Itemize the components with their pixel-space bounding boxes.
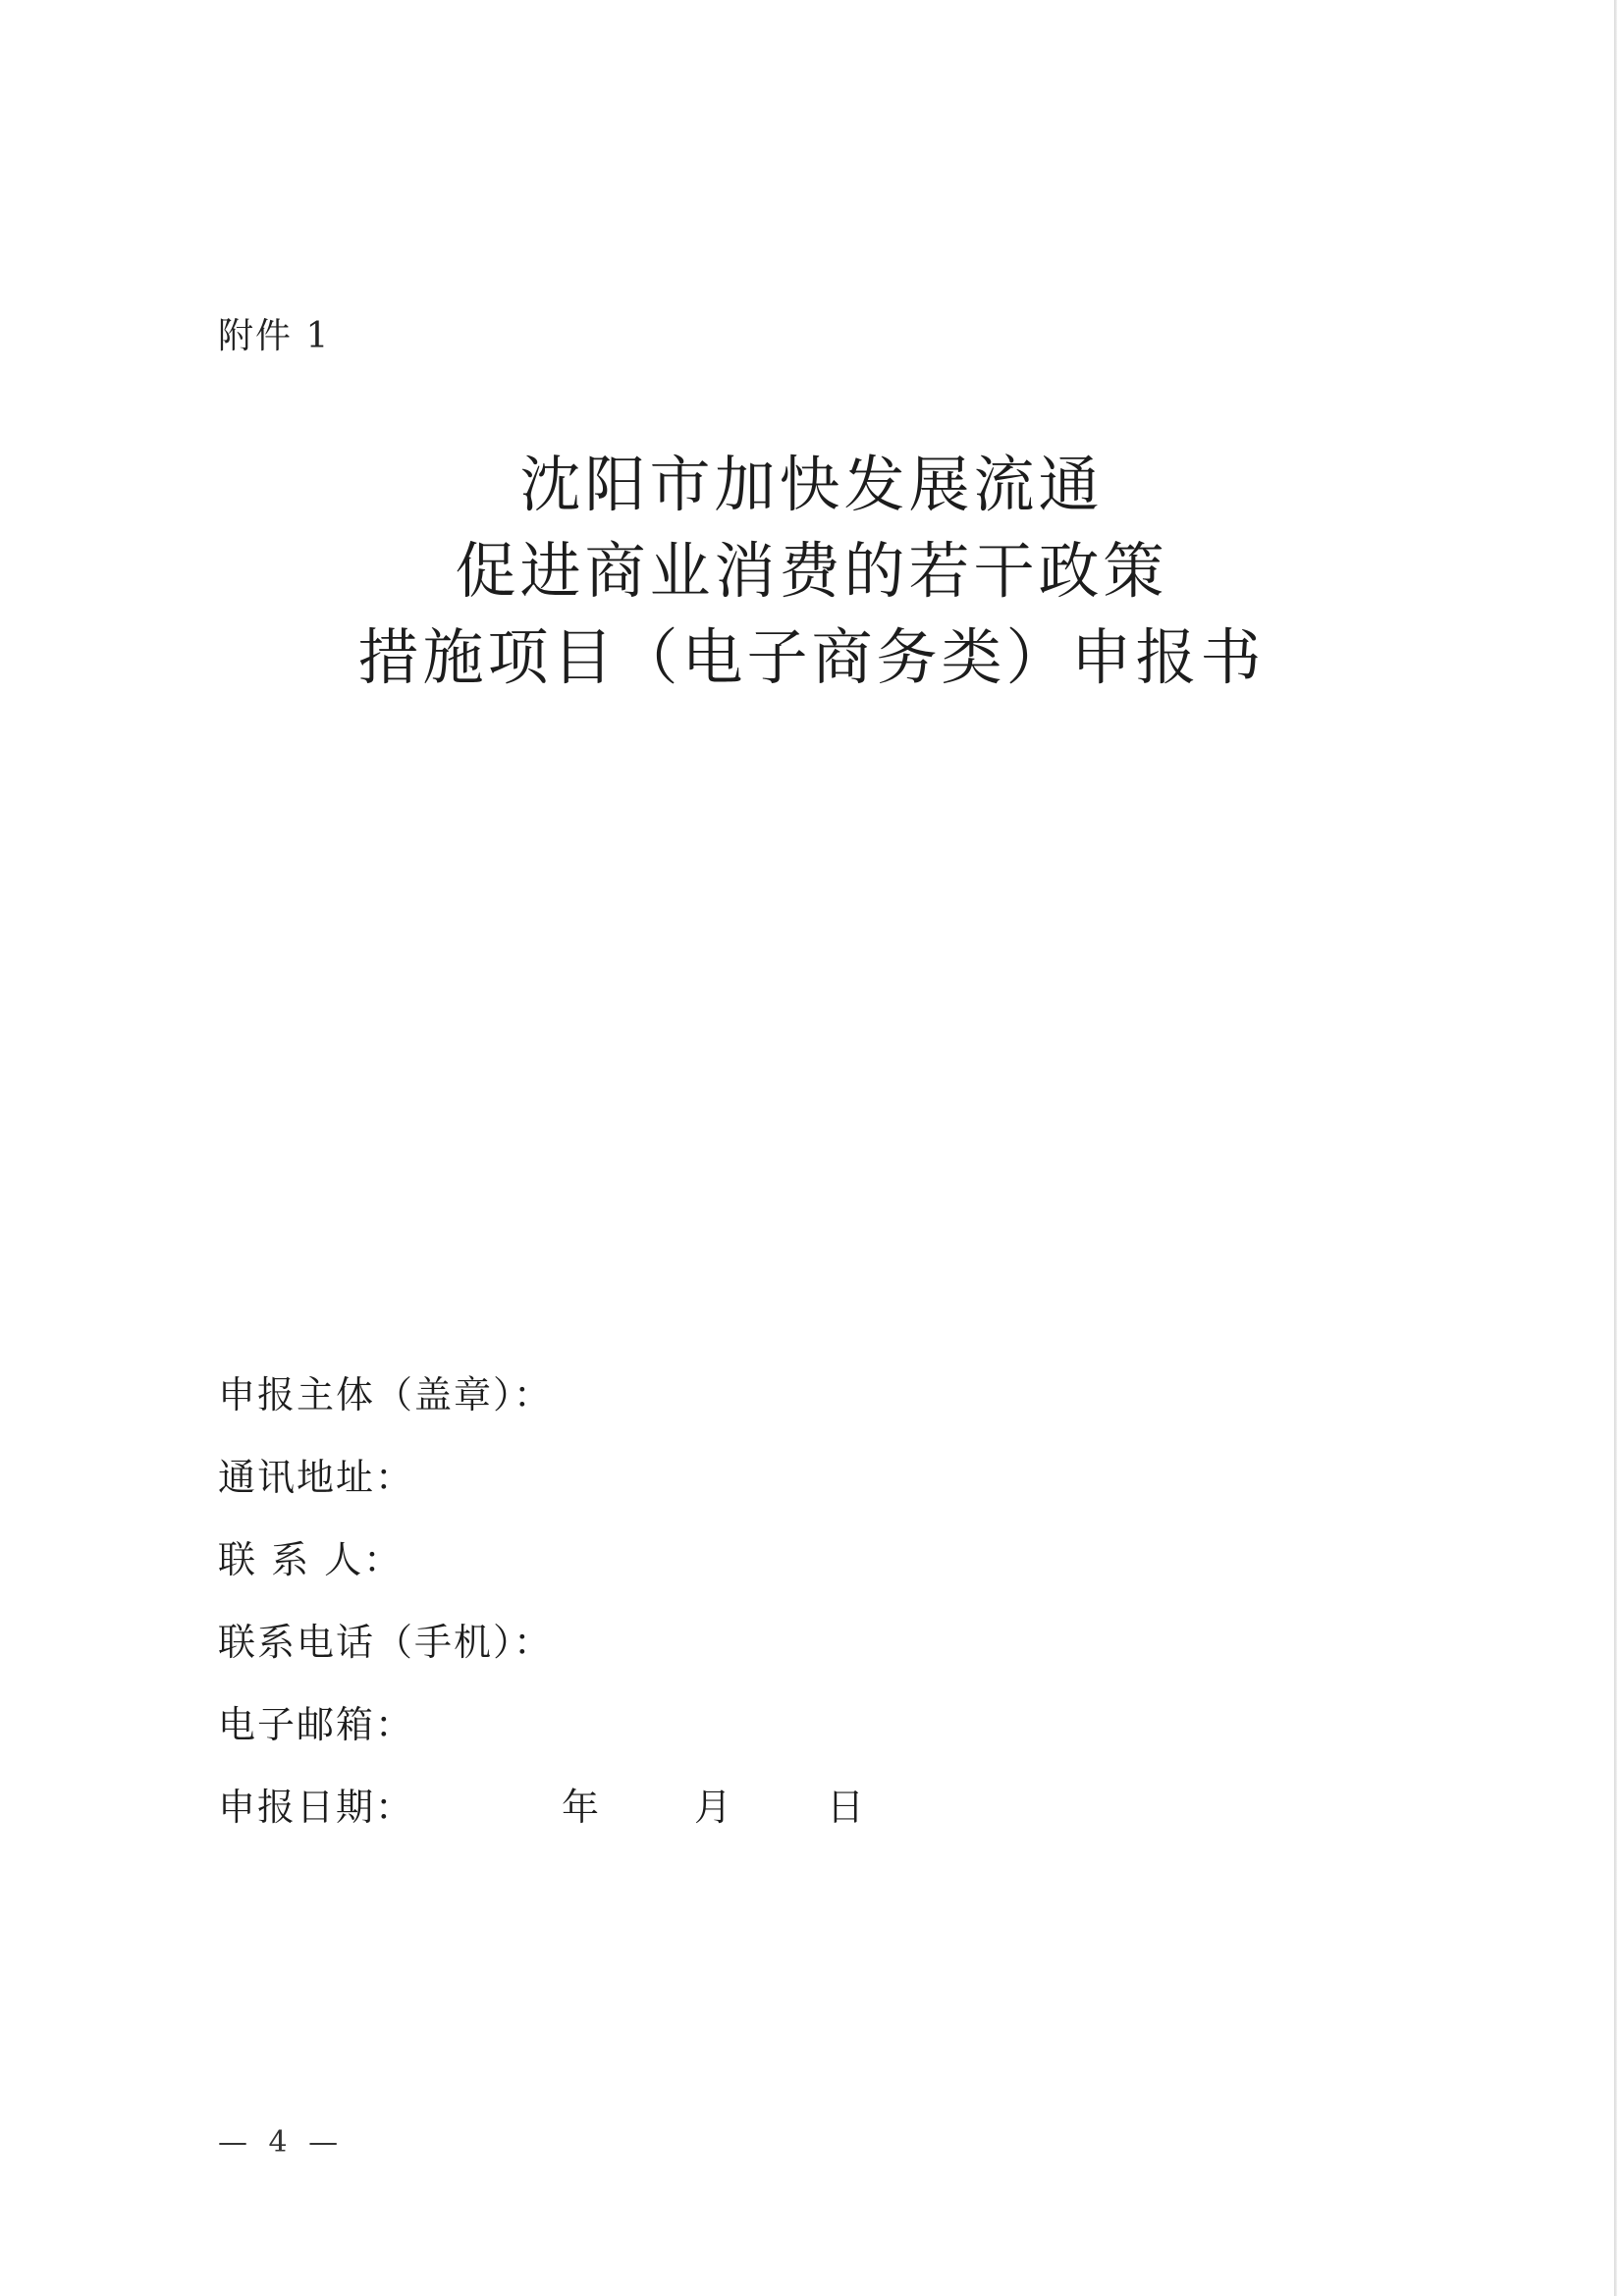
title-line-1: 沈阳市加快发展流通 [519,449,1104,520]
contact-label: 联 系 人： [218,1538,404,1581]
document-title [0,442,1623,701]
address-label: 通讯地址： [218,1456,415,1499]
date-year-label: 年 [562,1786,602,1829]
date-label: 申报日期： [218,1786,415,1829]
attachment-label: 附件 1 [218,316,331,356]
title-line-2: 促进商业消费的若干政策 [455,535,1168,607]
contact-field [218,1529,1396,1612]
page-number: — 4 — [218,2125,345,2160]
applicant-field [218,1364,1396,1447]
date-parts [562,1777,959,1831]
date-day-label: 日 [827,1786,867,1829]
scan-edge-shadow [1614,0,1617,2296]
application-fields [218,1364,1396,1859]
date-field [218,1777,1396,1859]
email-label: 电子邮箱： [218,1703,415,1746]
date-month-label: 月 [694,1786,734,1829]
phone-label: 联系电话（手机）： [218,1621,554,1664]
title-line-3: 措施项目（电子商务类）申报书 [357,621,1266,693]
address-field [218,1447,1396,1529]
phone-field [218,1612,1396,1694]
applicant-label: 申报主体（盖章）： [218,1373,554,1416]
email-field [218,1694,1396,1777]
